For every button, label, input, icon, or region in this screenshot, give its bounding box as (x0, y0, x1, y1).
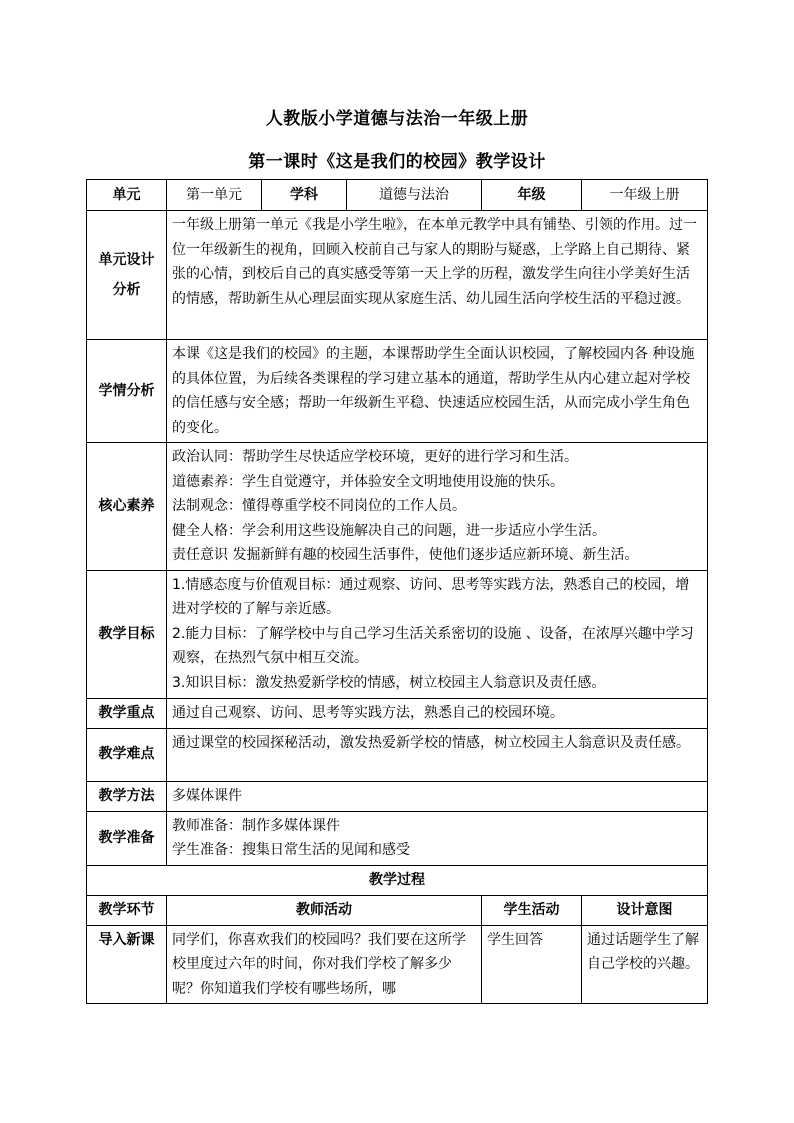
unit-analysis-row (87, 211, 708, 340)
difficulties-label: 教学难点 (87, 728, 167, 781)
header-row (87, 180, 708, 211)
key-points-row (87, 698, 708, 728)
process-stage: 导入新课 (87, 925, 167, 1004)
teaching-goal-item: 3.知识目标：激发热爱新学校的情感，树立校园主人翁意识及责任感。 (172, 674, 606, 691)
unit-label: 单元 (87, 180, 167, 211)
subject-label: 学科 (262, 180, 347, 211)
core-literacy-item: 法制观念：懂得尊重学校不同岗位的工作人员。 (172, 498, 466, 514)
teaching-goal-item: 2.能力目标：了解学校中与自己学习生活关系密切的设施 、设备，在浓厚兴趣中学习观察，在热烈气氛中相互交流。 (172, 625, 694, 666)
preparation-content (167, 811, 708, 865)
core-literacy-content (167, 443, 708, 571)
learner-analysis-row (87, 340, 708, 443)
core-literacy-row (87, 443, 708, 571)
unit-analysis-label-line1: 单元设计 (98, 252, 155, 268)
core-literacy-item: 道德素养：学生自觉遵守，并体验安全文明地使用设施的快乐。 (172, 473, 564, 490)
teacher-preparation: 教师准备：制作多媒体课件 (172, 817, 340, 834)
methods-text: 多媒体课件 (167, 781, 708, 811)
learner-analysis-label: 学情分析 (87, 340, 167, 443)
unit-analysis-text: 一年级上册第一单元《我是小学生啦》，在本单元教学中具有铺垫、引领的作用。过一位一年级新生的视角，回顾入校前自己与家人的期盼与疑惑，上学路上自己期待、紧张的心情，到校后自己的真实感受等第一天上学的历程，激发学生向往小学美好生活的情感，帮助新生从心理层面实现从家庭生活、幼儿园生活向学校生活的平稳过渡。 (167, 211, 708, 340)
core-literacy-item: 健全人格：学会利用这些设施解决自己的问题，进一步适应小学生活。 (172, 522, 606, 539)
document-subtitle: 第一课时《这是我们的校园》教学设计 (248, 152, 546, 172)
difficulties-text: 通过课堂的校园探秘活动，激发热爱新学校的情感，树立校园主人翁意识及责任感。 (167, 728, 708, 781)
column-header-intent: 设计意图 (582, 895, 708, 925)
column-header-stage: 教学环节 (87, 895, 167, 925)
subject-value: 道德与法治 (347, 180, 482, 211)
unit-value: 第一单元 (167, 180, 262, 211)
process-heading-row (87, 865, 708, 895)
grade-label: 年级 (482, 180, 582, 211)
grade-value: 一年级上册 (582, 180, 708, 211)
column-header-teacher: 教师活动 (167, 895, 482, 925)
process-header-row (87, 895, 708, 925)
core-literacy-label: 核心素养 (87, 443, 167, 571)
process-heading: 教学过程 (87, 865, 708, 895)
table-row (87, 925, 708, 1004)
core-literacy-item: 政治认同：帮助学生尽快适应学校环境，更好的进行学习和生活。 (172, 449, 578, 465)
methods-row (87, 781, 708, 811)
column-header-student: 学生活动 (482, 895, 582, 925)
teaching-goal-item: 1.情感态度与价值观目标：通过观察、访问、思考等实践方法，熟悉自己的校园，增进对学校的了解与亲近感。 (172, 576, 690, 617)
methods-label: 教学方法 (87, 781, 167, 811)
unit-analysis-label (87, 211, 167, 340)
teaching-goals-row (87, 570, 708, 698)
key-points-text: 通过自己观察、访问、思考等实践方法，熟悉自己的校园环境。 (167, 698, 708, 728)
lesson-plan-table (86, 179, 708, 1004)
student-preparation: 学生准备：搜集日常生活的见闻和感受 (172, 842, 410, 858)
process-teacher-activity: 同学们，你喜欢我们的校园吗？我们要在这所学校里度过六年的时间，你对我们学校了解多少呢？你知道我们学校有哪些场所，哪 (167, 925, 482, 1004)
process-design-intent: 通过话题学生了解自己学校的兴趣。 (582, 925, 708, 1004)
process-student-activity: 学生回答 (482, 925, 582, 1004)
key-points-label: 教学重点 (87, 698, 167, 728)
learner-analysis-text: 本课《这是我们的校园》的主题，本课帮助学生全面认识校园，了解校园内各 种设施的具体位置，为后续各类课程的学习建立基本的通道，帮助学生从内心建立起对学校的信任感与安全感；帮助一年级新生平稳、快速适应校园生活，从而完成小学生角色的变化。 (167, 340, 708, 443)
teaching-goals-content (167, 570, 708, 698)
document-title: 人教版小学道德与法治一年级上册 (265, 109, 529, 129)
teaching-goals-label: 教学目标 (87, 570, 167, 698)
core-literacy-item: 责任意识 发掘新鲜有趣的校园生活事件，使他们逐步适应新环境、新生活。 (172, 547, 639, 563)
preparation-label: 教学准备 (87, 811, 167, 865)
unit-analysis-label-line2: 分析 (112, 282, 141, 298)
difficulties-row (87, 728, 708, 781)
preparation-row (87, 811, 708, 865)
